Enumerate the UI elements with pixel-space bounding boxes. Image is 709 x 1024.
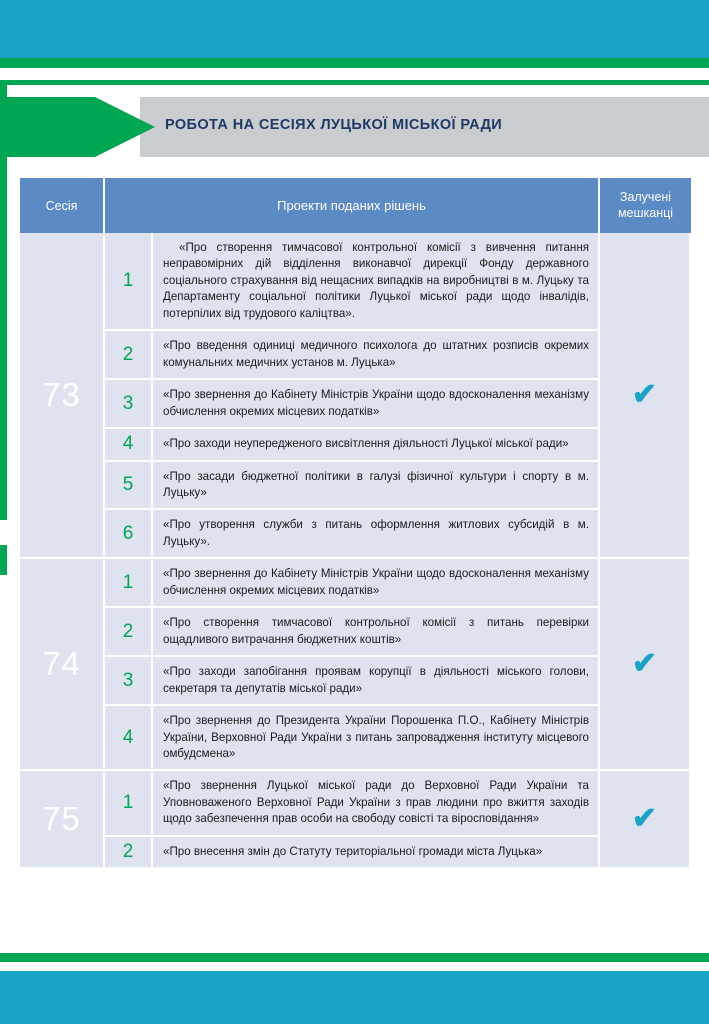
top-white-gap xyxy=(0,68,709,80)
session-number-cell xyxy=(20,559,105,769)
engaged-residents-cell xyxy=(600,559,689,769)
row-number: 4 xyxy=(105,429,153,459)
row-text: «Про звернення до Кабінету Міністрів України щодо вдосконалення механізму обчислення окремих місцевих податків» xyxy=(153,380,598,427)
session-group xyxy=(20,559,691,771)
row-number: 1 xyxy=(105,233,153,329)
row-text: «Про звернення Луцької міської ради до Верховної Ради України та Уповноваженого Верховної Ради України з прав людини про вжиття заходів щодо забезпечення прав особи на свободу совісті та віросповідання» xyxy=(153,771,598,834)
row-text: «Про заходи запобігання проявам корупції в діяльності міського голови, секретаря та депутатів міської ради» xyxy=(153,657,598,704)
table-row xyxy=(105,837,598,867)
table-row xyxy=(105,510,598,557)
table-row xyxy=(105,462,598,511)
column-header-residents-line1: Залучені xyxy=(619,189,672,204)
top-green-bar xyxy=(0,58,709,68)
table-row xyxy=(105,657,598,706)
row-text: «Про внесення змін до Статуту територіальної громади міста Луцька» xyxy=(153,837,598,867)
row-text: «Про введення одиниці медичного психолога до штатних розписів окремих комунальних медичних установ м. Луцька» xyxy=(153,331,598,378)
bottom-green-bar xyxy=(0,953,709,962)
column-header-projects: Проекти поданих рішень xyxy=(105,178,600,233)
row-number: 2 xyxy=(105,608,153,655)
table-row xyxy=(105,429,598,461)
column-header-residents-line2: мешканці xyxy=(617,205,674,220)
projects-list xyxy=(105,771,600,867)
session-number: 73 xyxy=(42,376,81,414)
row-number: 6 xyxy=(105,510,153,557)
table-header-row xyxy=(20,178,691,233)
session-number-cell xyxy=(20,233,105,557)
sessions-table xyxy=(20,178,691,867)
row-number: 5 xyxy=(105,462,153,509)
top-teal-bar xyxy=(0,0,709,58)
row-text: «Про звернення до Президента України Порошенка П.О., Кабінету Міністрів України, Верховної Ради України з питань запровадження інституту місцевого омбудсмена» xyxy=(153,706,598,769)
banner-arrow-icon xyxy=(95,97,155,157)
row-text: «Про звернення до Кабінету Міністрів України щодо вдосконалення механізму обчислення окремих місцевих податків» xyxy=(153,559,598,606)
table-row xyxy=(105,706,598,769)
projects-list xyxy=(105,559,600,769)
table-row xyxy=(105,233,598,331)
check-icon: ✔ xyxy=(631,802,658,836)
table-row xyxy=(105,331,598,380)
session-group xyxy=(20,233,691,559)
top-green-thin-bar xyxy=(0,80,709,85)
session-number: 75 xyxy=(42,800,81,838)
column-header-residents xyxy=(600,178,691,233)
row-text: «Про створення тимчасової контрольної комісії з вивчення питання неправомірних дій відділення виконавчої дирекції Фонду державного соціального страхування від нещасних випадків на виробництві в м. Луцьку та Департаменту соціальної політики Луцької міської ради щодо інвалідів, потерпілих від трудового каліцтва». xyxy=(153,233,598,329)
column-header-session: Сесія xyxy=(20,178,105,233)
left-white-gap xyxy=(0,520,7,545)
table-row xyxy=(105,380,598,429)
row-number: 3 xyxy=(105,380,153,427)
row-text: «Про утворення служби з питань оформлення житлових субсидій в м. Луцьку». xyxy=(153,510,598,557)
row-text: «Про засади бюджетної політики в галузі фізичної культури і спорту в м. Луцьку» xyxy=(153,462,598,509)
banner-green-block xyxy=(0,97,95,157)
row-number: 1 xyxy=(105,559,153,606)
engaged-residents-cell xyxy=(600,233,689,557)
table-row xyxy=(105,608,598,657)
bottom-teal-bar xyxy=(0,971,709,1024)
left-green-strip xyxy=(0,85,7,575)
row-number: 2 xyxy=(105,837,153,867)
check-icon: ✔ xyxy=(631,378,658,412)
row-number: 3 xyxy=(105,657,153,704)
row-text: «Про заходи неупередженого висвітлення діяльності Луцької міської ради» xyxy=(153,429,598,459)
bottom-white-gap xyxy=(0,962,709,971)
row-number: 4 xyxy=(105,706,153,769)
table-row xyxy=(105,559,598,608)
page-title: РОБОТА НА СЕСІЯХ ЛУЦЬКОЇ МІСЬКОЇ РАДИ xyxy=(165,117,503,133)
table-row xyxy=(105,771,598,836)
check-icon: ✔ xyxy=(631,647,658,681)
session-group xyxy=(20,771,691,867)
row-number: 2 xyxy=(105,331,153,378)
projects-list xyxy=(105,233,600,557)
engaged-residents-cell xyxy=(600,771,689,867)
row-text: «Про створення тимчасової контрольної комісії з питань перевірки ощадливого витрачання бюджетних коштів» xyxy=(153,608,598,655)
banner xyxy=(0,97,709,157)
session-number: 74 xyxy=(42,645,81,683)
row-number: 1 xyxy=(105,771,153,834)
session-number-cell xyxy=(20,771,105,867)
